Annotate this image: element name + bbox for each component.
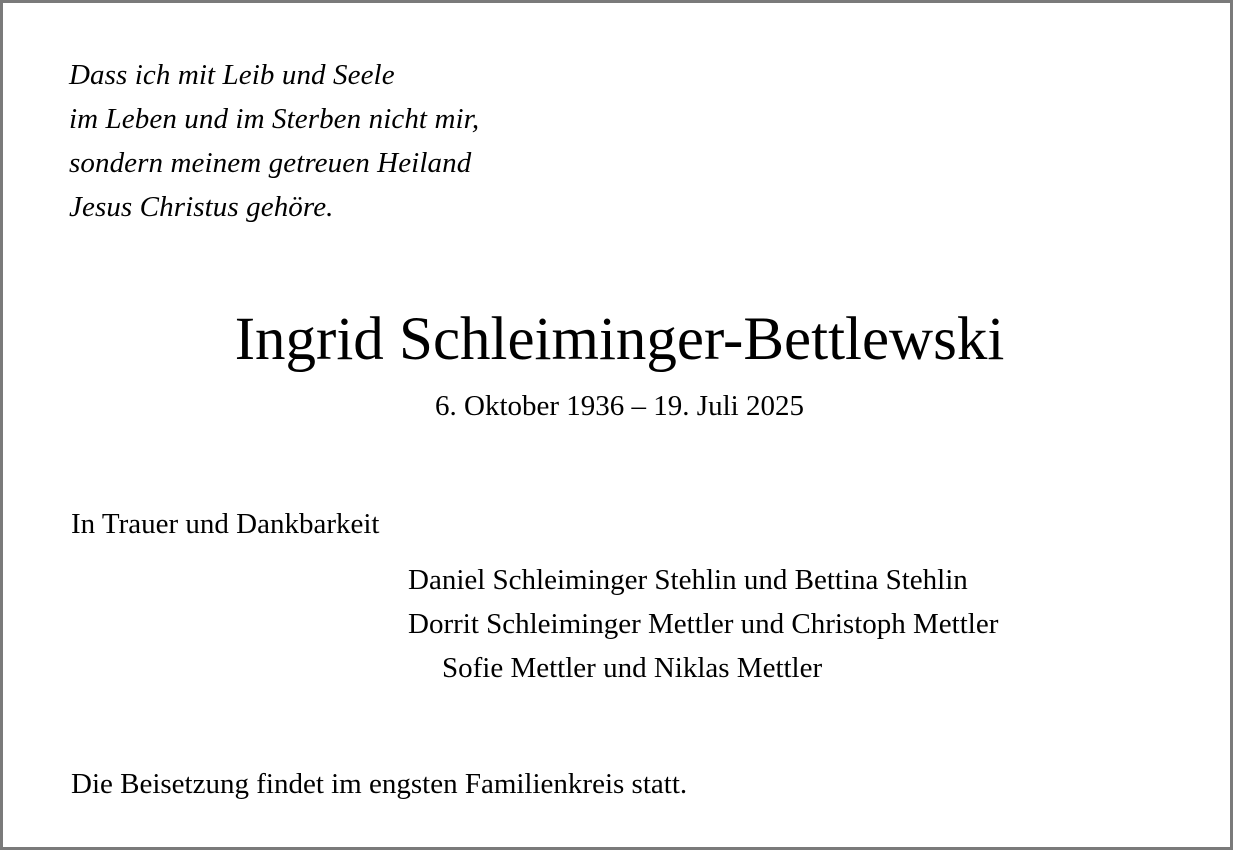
family-member: Daniel Schleiminger Stehlin und Bettina Stehlin <box>408 564 968 596</box>
deceased-name: Ingrid Schleiminger-Bettlewski <box>234 306 1005 373</box>
family-list <box>408 558 998 690</box>
family-member: Sofie Mettler und Niklas Mettler <box>442 652 823 684</box>
burial-notice: Die Beisetzung findet im engsten Familienkreis statt. <box>71 768 688 800</box>
mourning-intro: In Trauer und Dankbarkeit <box>71 508 380 540</box>
verse-line: Jesus Christus gehöre. <box>69 191 334 223</box>
scripture-verse <box>69 53 479 229</box>
verse-line: sondern meinem getreuen Heiland <box>69 147 472 179</box>
family-member: Dorrit Schleiminger Mettler und Christoph Mettler <box>408 608 999 640</box>
verse-line: im Leben und im Sterben nicht mir, <box>69 103 480 135</box>
verse-line: Dass ich mit Leib und Seele <box>69 59 395 91</box>
life-dates: 6. Oktober 1936 – 19. Juli 2025 <box>435 390 804 422</box>
